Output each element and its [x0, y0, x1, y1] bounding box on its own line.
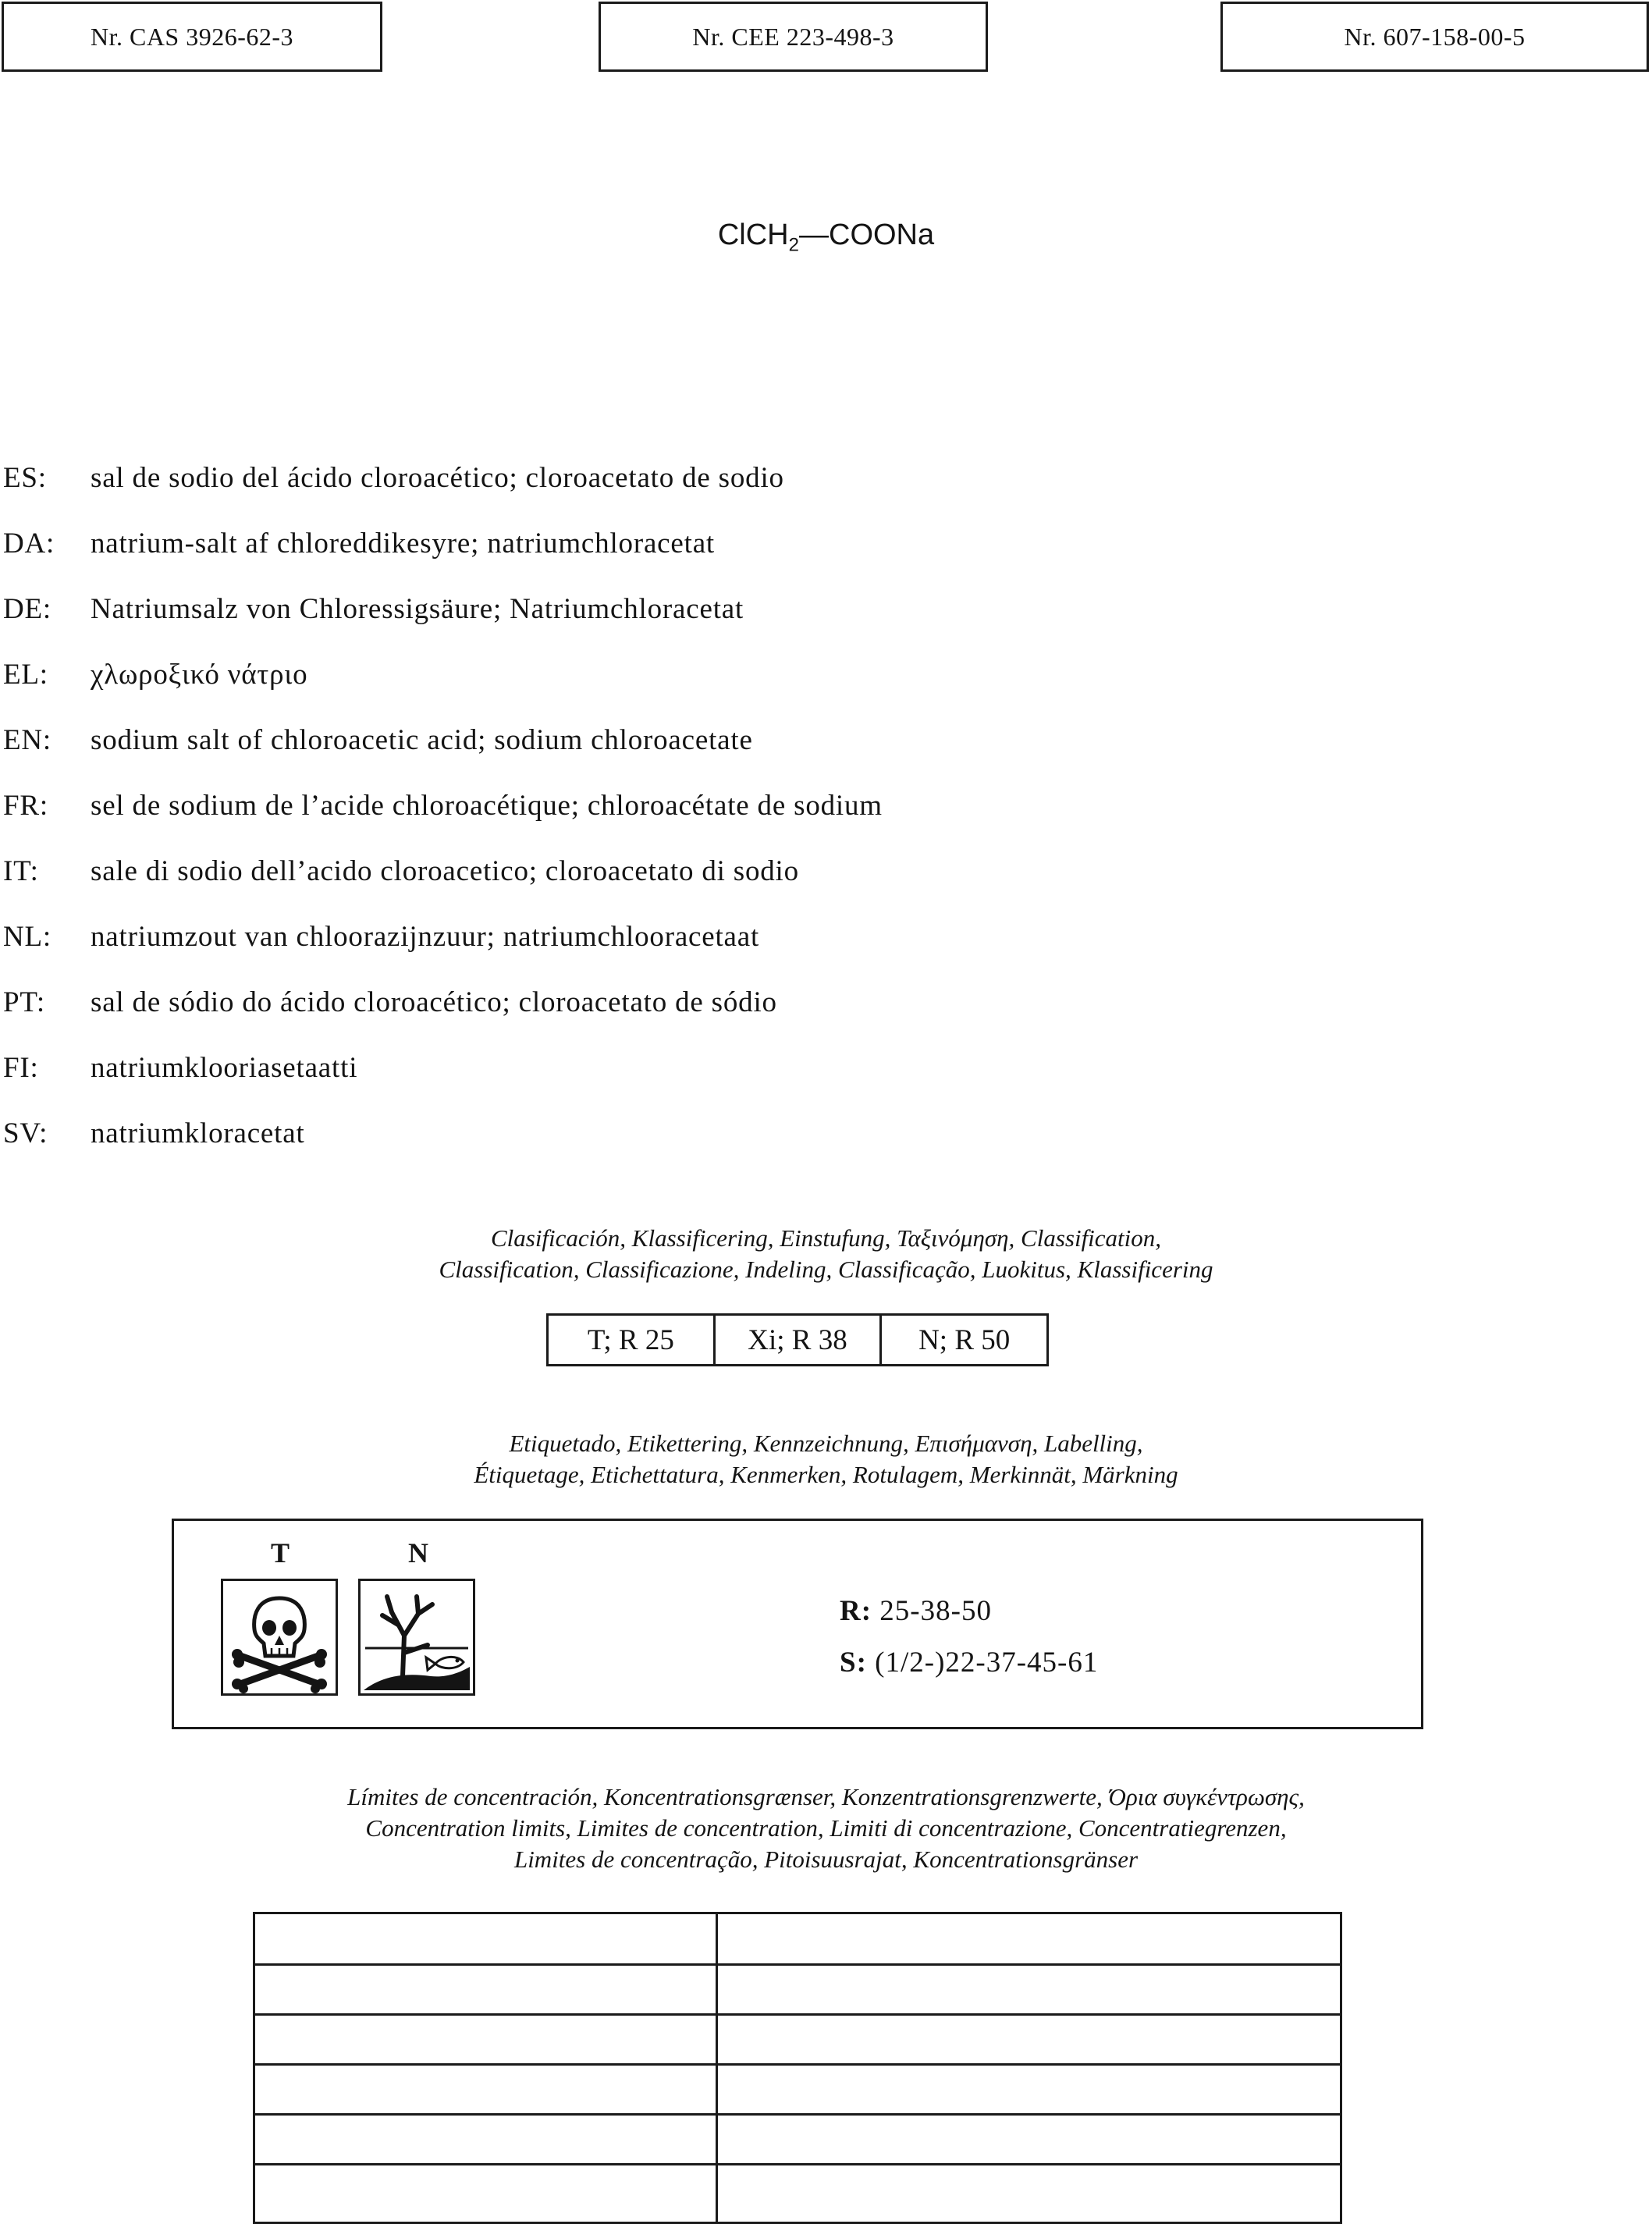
cee-number: Nr. CEE 223-498-3 — [692, 22, 894, 51]
heading-line: Etiquetado, Etikettering, Kennzeichnung, Επισήμανση, Labelling, — [509, 1430, 1143, 1457]
formula-subscript: 2 — [788, 234, 799, 256]
name-row-fr — [0, 773, 883, 838]
index-number-box — [1220, 2, 1649, 72]
heading-line: Clasificación, Klassificering, Einstufung, Ταξινόμηση, Classification, — [490, 1224, 1162, 1252]
table-row-divider — [255, 2113, 1340, 2116]
heading-line: Concentration limits, Limites de concentration, Limiti di concentrazione, Concentratiegrenzen, — [365, 1814, 1287, 1842]
substance-name: natriumkloracetat — [91, 1117, 305, 1149]
language-code: SV: — [3, 1117, 48, 1149]
language-code: ES: — [3, 461, 47, 494]
heading-line: Classification, Classificazione, Indeling, Classificação, Luokitus, Klassificering — [439, 1256, 1213, 1283]
symbol-letter-n: N — [408, 1537, 428, 1569]
dead-tree-fish-icon — [358, 1579, 475, 1696]
language-code: FI: — [3, 1051, 39, 1084]
safety-phrases — [840, 1646, 1098, 1679]
language-code: DE: — [3, 592, 52, 625]
labelling-heading — [0, 1428, 1652, 1490]
name-row-fi — [0, 1035, 357, 1100]
name-row-el — [0, 641, 307, 707]
substance-name: natrium-salt af chloreddikesyre; natriumchloracetat — [91, 527, 716, 560]
table-row-divider — [255, 2063, 1340, 2066]
substance-name: sel de sodium de l’acide chloroacétique; chloroacétate de sodium — [91, 789, 883, 822]
name-row-sv — [0, 1100, 305, 1166]
classification-heading — [0, 1223, 1652, 1285]
name-row-es — [0, 445, 784, 510]
classification-cell: N; R 50 — [918, 1323, 1011, 1356]
language-code: EL: — [3, 658, 48, 691]
table-column-divider — [716, 1914, 718, 2222]
substance-name: sal de sodio del ácido cloroacético; cloroacetato de sodio — [91, 461, 784, 494]
name-row-it — [0, 838, 799, 904]
substance-name: natriumzout van chloorazijnzuur; natriumchlooracetaat — [91, 920, 760, 953]
language-code: FR: — [3, 789, 48, 822]
substance-name: sal de sódio do ácido cloroacético; cloroacetato de sódio — [91, 986, 777, 1018]
cas-number-box — [2, 2, 382, 72]
cee-number-box — [599, 2, 988, 72]
risk-phrases — [840, 1594, 992, 1628]
formula-part1: ClCH — [717, 218, 789, 251]
classification-table — [546, 1313, 1049, 1366]
language-code: NL: — [3, 920, 52, 953]
name-row-nl — [0, 904, 759, 969]
substance-name: Natriumsalz von Chloressigsäure; Natriumchloracetat — [91, 592, 744, 625]
index-number: Nr. 607-158-00-5 — [1344, 22, 1526, 51]
table-row-divider — [255, 2013, 1340, 2016]
name-row-da — [0, 510, 715, 576]
risk-label: R: — [840, 1595, 872, 1627]
formula-part2: —COONa — [799, 218, 935, 251]
classification-cell: Xi; R 38 — [716, 1316, 883, 1364]
substance-name: sodium salt of chloroacetic acid; sodium chloroacetate — [91, 723, 753, 756]
safety-value: (1/2-)22-37-45-61 — [875, 1647, 1099, 1679]
language-code: DA: — [3, 527, 55, 560]
chemical-formula — [0, 218, 1652, 257]
symbol-letter-t: T — [271, 1537, 290, 1569]
heading-line: Limites de concentração, Pitoisuusrajat, Koncentrationsgränser — [513, 1846, 1139, 1873]
name-row-en — [0, 707, 753, 773]
table-row-divider — [255, 1963, 1340, 1966]
cas-number: Nr. CAS 3926-62-3 — [90, 22, 294, 51]
concentration-heading — [0, 1782, 1652, 1875]
classification-cell: T; R 25 — [549, 1316, 716, 1364]
name-row-pt — [0, 969, 777, 1035]
risk-value: 25-38-50 — [879, 1595, 992, 1627]
substance-name: sale di sodio dell’acido cloroacetico; cloroacetato di sodio — [91, 854, 799, 887]
skull-crossbones-icon — [221, 1579, 338, 1696]
heading-line: Étiquetage, Etichettatura, Kenmerken, Rotulagem, Merkinnät, Märkning — [474, 1461, 1178, 1488]
language-code: PT: — [3, 986, 46, 1018]
language-code: IT: — [3, 854, 39, 887]
labelling-box — [172, 1519, 1423, 1729]
concentration-table — [253, 1912, 1342, 2224]
substance-name: χλωροξικό νάτριο — [91, 658, 308, 691]
safety-label: S: — [840, 1647, 867, 1679]
heading-line: Límites de concentración, Koncentrationsgrænser, Konzentrationsgrenzwerte, Όρια συγκέντρωσης, — [347, 1783, 1305, 1810]
table-row-divider — [255, 2163, 1340, 2165]
substance-name: natriumklooriasetaatti — [91, 1051, 358, 1084]
name-row-de — [0, 576, 744, 641]
language-code: EN: — [3, 723, 52, 756]
